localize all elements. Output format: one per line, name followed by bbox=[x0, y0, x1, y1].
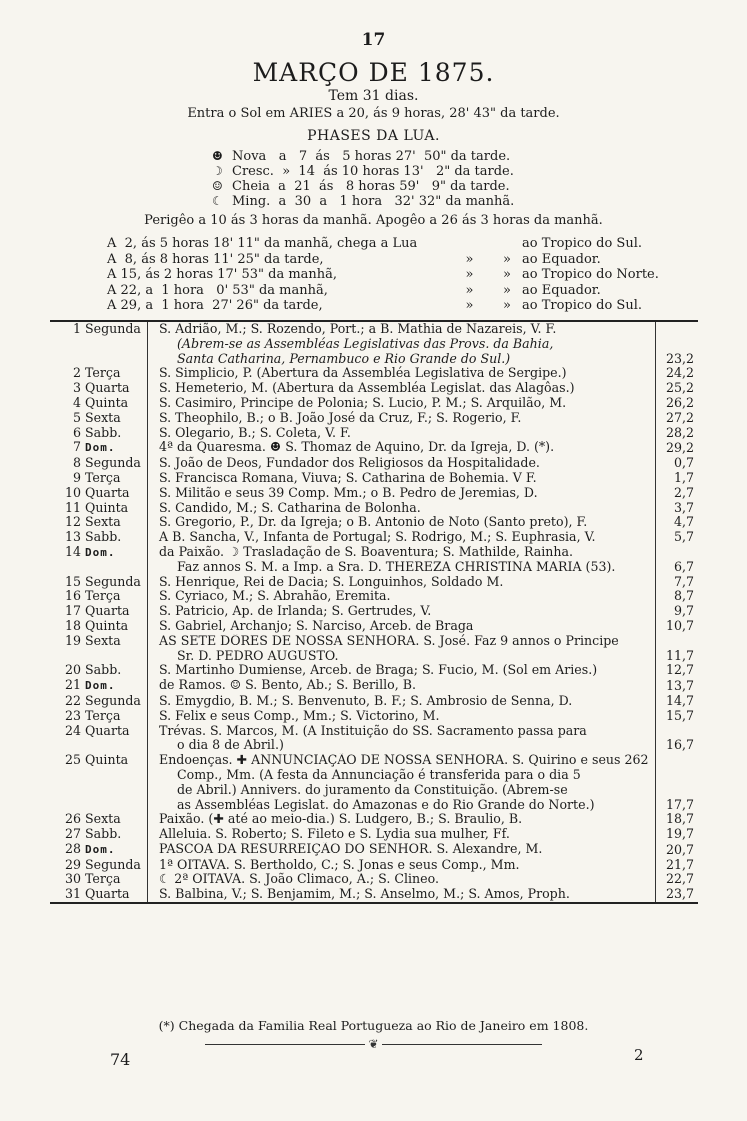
perigee-apogee: Perigêo a 10 ás 3 horas da manhã. Apogêo a 26 ás 3 horas da manhã. bbox=[144, 213, 603, 228]
lunar-event-row bbox=[107, 298, 659, 314]
day-number: 9 bbox=[72, 469, 81, 485]
moon-phases bbox=[212, 149, 514, 209]
calendar-row bbox=[50, 545, 698, 575]
day-cell bbox=[50, 753, 149, 812]
saints-line: Paixão. (✚ até ao meio-dia.) S. Ludgero, B.; S. Braulio, B. bbox=[159, 812, 523, 827]
day-number: 30 bbox=[64, 871, 81, 887]
saints-line: S. Emygdio, B. M.; S. Benvenuto, B. F.; S. Ambrosio de Senna, D. bbox=[159, 693, 573, 708]
moon-age: 6,7 bbox=[673, 558, 694, 574]
day-cell bbox=[50, 501, 149, 516]
saints-line: S. Patricio, Ap. de Irlanda; S. Gertrudes, V. bbox=[159, 604, 432, 619]
lunar-event-a: A 22, a 1 hora 0' 53" da manhã, bbox=[107, 282, 328, 298]
saints-line: S. Cyriaco, M.; S. Abrahão, Eremita. bbox=[159, 589, 391, 604]
ornament-icon: ❦ bbox=[368, 1037, 379, 1051]
moon-age: 19,7 bbox=[665, 826, 694, 842]
day-cell bbox=[50, 456, 149, 471]
saints-line: 4ª da Quaresma. ☻ S. Thomaz de Aquino, Dr. da Igreja, D. (*). bbox=[159, 440, 555, 455]
calendar-row bbox=[50, 471, 698, 486]
weekday: Terça bbox=[85, 365, 121, 381]
moon-age: 24,2 bbox=[665, 365, 694, 381]
moon-age: 17,7 bbox=[665, 796, 694, 812]
weekday: Quarta bbox=[85, 380, 130, 396]
day-number: 31 bbox=[64, 886, 81, 902]
moon-age: 18,7 bbox=[665, 811, 694, 827]
saints-cell bbox=[149, 812, 649, 827]
calendar-row bbox=[50, 575, 698, 590]
calendar-row bbox=[50, 887, 698, 902]
weekday: Terça bbox=[85, 871, 121, 887]
saints-line: Comp., Mm. (A festa da Annunciação é transferida para o dia 5 bbox=[177, 766, 581, 782]
weekday: Quinta bbox=[85, 394, 129, 410]
moon-phase-text: Cheia a 21 ás 8 horas 59' 9" da tarde. bbox=[232, 179, 510, 194]
saints-line: S. Balbina, V.; S. Benjamim, M.; S. Anselmo, M.; S. Amos, Proph. bbox=[159, 887, 570, 902]
weekday: Sexta bbox=[85, 811, 121, 827]
saints-line: PASCOA DA RESURREIÇÃO DO SENHOR. S. Alexandre, M. bbox=[159, 841, 543, 856]
moon-age: 23,7 bbox=[665, 886, 694, 902]
moon-phase-row bbox=[212, 194, 514, 209]
saints-line: S. Simplicio, P. (Abertura da Assembléa Legislativa de Sergipe.) bbox=[159, 366, 567, 381]
calendar-row bbox=[50, 530, 698, 545]
day-number: 10 bbox=[64, 484, 81, 500]
lunar-event-q2: » bbox=[503, 282, 511, 298]
day-number: 20 bbox=[64, 662, 81, 678]
saints-line: ☾ 2ª OITAVA. S. João Climaco, A.; S. Clineo. bbox=[159, 872, 439, 887]
day-cell bbox=[50, 322, 149, 366]
day-number: 1 bbox=[72, 321, 81, 336]
moon-age: 15,7 bbox=[665, 707, 694, 723]
calendar-row bbox=[50, 486, 698, 501]
day-cell bbox=[50, 827, 149, 842]
saints-cell bbox=[149, 872, 649, 887]
day-number: 17 bbox=[64, 603, 81, 619]
moon-age: 13,7 bbox=[665, 678, 694, 694]
lunar-event-q2: » bbox=[503, 298, 511, 313]
calendar-row bbox=[50, 396, 698, 411]
weekday: Quarta bbox=[85, 886, 130, 902]
weekday: Terça bbox=[85, 469, 121, 485]
saints-line: (Abrem-se as Assembléas Legislativas das Provs. da Bahia, bbox=[177, 335, 554, 351]
saints-cell bbox=[149, 575, 649, 590]
day-cell bbox=[50, 545, 149, 575]
saints-line: S. Henrique, Rei de Dacia; S. Longuinhos, Soldado M. bbox=[159, 574, 504, 589]
saints-line: Alleluia. S. Roberto; S. Fileto e S. Lydia sua mulher, Ff. bbox=[159, 827, 510, 842]
saints-cell bbox=[149, 486, 649, 501]
calendar-row bbox=[50, 663, 698, 678]
lunar-event-a: A 29, a 1 hora 27' 26" da tarde, bbox=[107, 298, 323, 313]
calendar-rows bbox=[50, 322, 698, 902]
saints-line: S. Adrião, M.; S. Rozendo, Port.; a B. Mathia de Nazareis, V. F. bbox=[159, 322, 557, 336]
moon-age: 1,7 bbox=[673, 469, 694, 485]
moon-age: 5,7 bbox=[673, 529, 694, 545]
saints-line: S. Gregorio, P., Dr. da Igreja; o B. Antonio de Noto (Santo preto), F. bbox=[159, 515, 588, 530]
moon-age: 10,7 bbox=[665, 617, 694, 633]
moon-phase-icon: ☽ bbox=[212, 164, 223, 178]
saints-cell bbox=[149, 827, 649, 842]
moon-age: 0,7 bbox=[673, 455, 694, 471]
lunar-event-row bbox=[107, 252, 659, 268]
day-cell bbox=[50, 381, 149, 396]
signature-number: 74 bbox=[110, 1050, 131, 1069]
lunar-event-q2: » bbox=[503, 267, 511, 282]
saints-line: S. Theophilo, B.; o B. João José da Cruz, F.; S. Rogerio, F. bbox=[159, 410, 522, 425]
day-cell bbox=[50, 887, 149, 902]
saints-cell bbox=[149, 842, 649, 858]
calendar-row bbox=[50, 858, 698, 873]
day-cell bbox=[50, 619, 149, 634]
lunar-event-row bbox=[107, 283, 659, 299]
phases-title: PHASES DA LUA. bbox=[307, 128, 440, 144]
saints-cell bbox=[149, 471, 649, 486]
calendar-row bbox=[50, 589, 698, 604]
weekday: Dom. bbox=[85, 679, 116, 693]
saints-cell bbox=[149, 366, 649, 381]
calendar-row bbox=[50, 456, 698, 471]
day-number: 8 bbox=[72, 455, 81, 471]
calendar-row bbox=[50, 515, 698, 530]
calendar-row bbox=[50, 709, 698, 724]
day-cell bbox=[50, 872, 149, 887]
saints-cell bbox=[149, 694, 649, 709]
weekday: Quarta bbox=[85, 603, 130, 619]
saints-cell bbox=[149, 858, 649, 873]
day-number: 24 bbox=[64, 722, 81, 738]
weekday: Sexta bbox=[85, 409, 121, 425]
moon-age: 11,7 bbox=[665, 647, 694, 663]
moon-phase-icon: ☻ bbox=[212, 149, 223, 163]
moon-age: 2,7 bbox=[673, 484, 694, 500]
saints-cell bbox=[149, 753, 649, 812]
weekday: Sexta bbox=[85, 632, 121, 648]
saints-line: S. Martinho Dumiense, Arceb. de Braga; S. Fucio, M. (Sol em Aries.) bbox=[159, 663, 598, 678]
saints-cell bbox=[149, 619, 649, 634]
lunar-event-q1: » bbox=[465, 282, 474, 298]
calendar-row bbox=[50, 753, 698, 812]
weekday: Dom. bbox=[85, 842, 116, 856]
weekday: Dom. bbox=[85, 441, 116, 455]
moon-age: 21,7 bbox=[665, 856, 694, 872]
lunar-event-q1: » bbox=[465, 251, 474, 267]
saints-line: Faz annos S. M. a Imp. a Sra. D. THEREZA CHRISTINA MARIA (53). bbox=[177, 558, 616, 574]
day-number: 28 bbox=[64, 840, 81, 856]
lunar-event-a: A 2, ás 5 horas 18' 11" da manhã, chega a Lua bbox=[107, 236, 418, 251]
weekday: Quinta bbox=[85, 499, 129, 515]
saints-line: S. Gabriel, Archanjo; S. Narciso, Arceb. de Braga bbox=[159, 618, 474, 633]
day-number: 29 bbox=[64, 856, 81, 872]
weekday: Terça bbox=[85, 588, 121, 604]
day-number: 16 bbox=[64, 588, 81, 604]
day-cell bbox=[50, 709, 149, 724]
lunar-event-b: ao Tropico do Sul. bbox=[522, 236, 642, 251]
moon-age: 26,2 bbox=[665, 394, 694, 410]
ornament-rule bbox=[205, 1044, 365, 1045]
moon-age: 8,7 bbox=[673, 588, 694, 604]
day-number: 27 bbox=[64, 826, 81, 842]
weekday: Sabb. bbox=[85, 662, 122, 678]
moon-phase-icon: ☾ bbox=[212, 194, 223, 208]
weekday: Sabb. bbox=[85, 424, 122, 440]
calendar-table bbox=[50, 320, 698, 904]
day-number: 14 bbox=[64, 543, 81, 559]
weekday: Segunda bbox=[85, 573, 141, 589]
moon-age: 7,7 bbox=[673, 573, 694, 589]
calendar-row bbox=[50, 426, 698, 441]
saints-line: S. Felix e seus Comp., Mm.; S. Victorino, M. bbox=[159, 708, 440, 723]
saints-cell bbox=[149, 678, 649, 694]
day-cell bbox=[50, 663, 149, 678]
saints-line: da Paixão. ☽ Trasladação de S. Boaventura; S. Mathilde, Rainha. bbox=[159, 544, 573, 559]
moon-phase-row bbox=[212, 179, 514, 194]
weekday: Quarta bbox=[85, 722, 130, 738]
saints-line: Endoenças. ✚ ANNUNCIAÇÃO DE NOSSA SENHORA. S. Quirino e seus 262 bbox=[159, 753, 649, 768]
calendar-row bbox=[50, 440, 698, 456]
moon-age: 29,2 bbox=[665, 440, 694, 456]
saints-cell bbox=[149, 724, 649, 754]
day-cell bbox=[50, 486, 149, 501]
day-cell bbox=[50, 530, 149, 545]
lunar-events bbox=[107, 236, 659, 314]
saints-cell bbox=[149, 440, 649, 456]
saints-cell bbox=[149, 396, 649, 411]
saints-cell bbox=[149, 501, 649, 516]
moon-age: 12,7 bbox=[665, 662, 694, 678]
lunar-event-row bbox=[107, 267, 659, 283]
calendar-row bbox=[50, 872, 698, 887]
day-number: 3 bbox=[72, 380, 81, 396]
moon-phase-row bbox=[212, 164, 514, 179]
saints-line: AS SETE DÔRES DE NOSSA SENHORA. S. José. Faz 9 annos o Principe bbox=[159, 633, 619, 648]
day-cell bbox=[50, 694, 149, 709]
weekday: Sexta bbox=[85, 514, 121, 530]
saints-line: Sr. D. PEDRO AUGUSTO. bbox=[177, 647, 339, 663]
saints-cell bbox=[149, 634, 649, 664]
day-cell bbox=[50, 678, 149, 694]
lunar-event-row bbox=[107, 236, 659, 252]
moon-phase-icon: ☺ bbox=[212, 179, 223, 193]
day-cell bbox=[50, 842, 149, 858]
saints-cell bbox=[149, 411, 649, 426]
page-title: MARÇO DE 1875. bbox=[252, 58, 495, 87]
calendar-row bbox=[50, 411, 698, 426]
calendar-row bbox=[50, 322, 698, 366]
day-cell bbox=[50, 440, 149, 456]
footnote: (*) Chegada da Familia Real Portugueza ao Rio de Janeiro em 1808. bbox=[158, 1018, 589, 1033]
weekday: Sabb. bbox=[85, 826, 122, 842]
saints-line: S. Militão e seus 39 Comp. Mm.; o B. Pedro de Jeremias, D. bbox=[159, 485, 538, 500]
day-cell bbox=[50, 858, 149, 873]
moon-phase-row bbox=[212, 149, 514, 164]
day-cell bbox=[50, 604, 149, 619]
calendar-row bbox=[50, 634, 698, 664]
sun-entry: Entra o Sol em ARIES a 20, ás 9 horas, 28' 43" da tarde. bbox=[187, 106, 560, 121]
day-number: 4 bbox=[72, 394, 81, 410]
saints-cell bbox=[149, 426, 649, 441]
day-number: 2 bbox=[72, 365, 81, 381]
moon-age: 16,7 bbox=[665, 737, 694, 753]
calendar-row bbox=[50, 604, 698, 619]
calendar-row bbox=[50, 827, 698, 842]
lunar-event-q2: » bbox=[503, 251, 511, 267]
saints-cell bbox=[149, 709, 649, 724]
saints-line: 1ª OITAVA. S. Bertholdo, C.; S. Jonas e seus Comp., Mm. bbox=[159, 857, 520, 872]
day-cell bbox=[50, 471, 149, 486]
ornament-rule bbox=[382, 1044, 542, 1045]
weekday: Segunda bbox=[85, 455, 141, 471]
saints-cell bbox=[149, 545, 649, 575]
lunar-event-a: A 15, ás 2 horas 17' 53" da manhã, bbox=[107, 267, 338, 282]
moon-phase-text: Ming. a 30 a 1 hora 32' 32" da manhã. bbox=[232, 194, 515, 209]
saints-line: S. Olegario, B.; S. Coleta, V. F. bbox=[159, 425, 351, 440]
saints-cell bbox=[149, 887, 649, 902]
saints-line: S. Casimiro, Principe de Polonia; S. Lucio, P. M.; S. Arquilão, M. bbox=[159, 395, 567, 410]
day-number: 21 bbox=[64, 677, 81, 693]
moon-age: 28,2 bbox=[665, 424, 694, 440]
saints-line: as Assembléas Legislat. do Amazonas e do Rio Grande do Norte.) bbox=[177, 796, 595, 812]
moon-age: 9,7 bbox=[673, 603, 694, 619]
sheet-number: 2 bbox=[634, 1046, 644, 1064]
day-cell bbox=[50, 812, 149, 827]
day-cell bbox=[50, 589, 149, 604]
weekday: Quinta bbox=[85, 752, 129, 768]
day-number: 6 bbox=[72, 424, 81, 440]
weekday: Segunda bbox=[85, 321, 141, 336]
lunar-event-b: ao Equador. bbox=[522, 251, 601, 267]
day-number: 22 bbox=[64, 692, 81, 708]
saints-cell bbox=[149, 663, 649, 678]
day-cell bbox=[50, 575, 149, 590]
weekday: Segunda bbox=[85, 692, 141, 708]
moon-age: 22,7 bbox=[665, 871, 694, 887]
calendar-row bbox=[50, 366, 698, 381]
weekday: Quarta bbox=[85, 484, 130, 500]
saints-line: o dia 8 de Abril.) bbox=[177, 737, 284, 753]
calendar-row bbox=[50, 694, 698, 709]
weekday: Terça bbox=[85, 707, 121, 723]
saints-line: A B. Sancha, V., Infanta de Portugal; S. Rodrigo, M.; S. Euphrasia, V. bbox=[159, 530, 596, 545]
weekday: Sabb. bbox=[85, 529, 122, 545]
day-cell bbox=[50, 396, 149, 411]
saints-line: Santa Catharina, Pernambuco e Rio Grande do Sul.) bbox=[177, 350, 511, 366]
lunar-event-q1: » bbox=[465, 298, 474, 313]
day-cell bbox=[50, 515, 149, 530]
saints-line: S. Hemeterio, M. (Abertura da Assembléa Legislat. das Alagôas.) bbox=[159, 381, 575, 396]
moon-age: 3,7 bbox=[673, 499, 694, 515]
lunar-event-q1: » bbox=[465, 267, 474, 282]
lunar-event-a: A 8, ás 8 horas 11' 25" da tarde, bbox=[107, 251, 324, 267]
moon-phase-text: Nova a 7 ás 5 horas 27' 50" da tarde. bbox=[232, 149, 511, 164]
saints-cell bbox=[149, 381, 649, 396]
day-cell bbox=[50, 634, 149, 664]
day-number: 5 bbox=[72, 409, 81, 425]
calendar-row bbox=[50, 678, 698, 694]
saints-cell bbox=[149, 456, 649, 471]
day-number: 26 bbox=[64, 811, 81, 827]
calendar-row bbox=[50, 724, 698, 754]
lunar-event-b: ao Tropico do Sul. bbox=[522, 298, 642, 313]
day-cell bbox=[50, 426, 149, 441]
weekday: Dom. bbox=[85, 545, 116, 559]
saints-line: S. Candido, M.; S. Catharina de Bolonha. bbox=[159, 500, 421, 515]
moon-age: 25,2 bbox=[665, 380, 694, 396]
calendar-row bbox=[50, 501, 698, 516]
saints-cell bbox=[149, 530, 649, 545]
saints-cell bbox=[149, 604, 649, 619]
day-cell bbox=[50, 724, 149, 754]
moon-age: 20,7 bbox=[665, 841, 694, 857]
day-number: 12 bbox=[64, 514, 81, 530]
moon-phase-text: Cresc. » 14 ás 10 horas 13' 2" da tarde. bbox=[232, 164, 514, 179]
days-count: Tem 31 dias. bbox=[328, 88, 419, 104]
day-number: 25 bbox=[64, 752, 81, 768]
weekday: Segunda bbox=[85, 856, 141, 872]
saints-line: de Ramos. ☺ S. Bento, Ab.; S. Berillo, B. bbox=[159, 678, 416, 693]
moon-age: 14,7 bbox=[665, 692, 694, 708]
calendar-row bbox=[50, 619, 698, 634]
calendar-row bbox=[50, 842, 698, 858]
day-cell bbox=[50, 366, 149, 381]
moon-age: 27,2 bbox=[665, 409, 694, 425]
saints-line: Trévas. S. Marcos, M. (A Instituição do SS. Sacramento passa para bbox=[159, 723, 587, 738]
day-number: 23 bbox=[64, 707, 81, 723]
day-number: 11 bbox=[64, 499, 81, 515]
day-number: 15 bbox=[64, 573, 81, 589]
page-number: 17 bbox=[361, 30, 386, 50]
day-number: 13 bbox=[64, 529, 81, 545]
saints-line: S. João de Deos, Fundador dos Religiosos da Hospitalidade. bbox=[159, 456, 540, 471]
saints-cell bbox=[149, 322, 649, 366]
weekday: Quinta bbox=[85, 617, 129, 633]
moon-age: 23,2 bbox=[665, 350, 694, 366]
day-number: 7 bbox=[72, 439, 81, 455]
saints-cell bbox=[149, 589, 649, 604]
day-number: 19 bbox=[64, 632, 81, 648]
moon-age: 4,7 bbox=[673, 514, 694, 530]
saints-line: S. Francisca Romana, Viuva; S. Catharina de Bohemia. V F. bbox=[159, 470, 537, 485]
day-cell bbox=[50, 411, 149, 426]
calendar-row bbox=[50, 812, 698, 827]
lunar-event-b: ao Tropico do Norte. bbox=[522, 267, 659, 282]
saints-line: de Abril.) Annivers. do juramento da Constituição. (Abrem-se bbox=[177, 781, 568, 797]
lunar-event-b: ao Equador. bbox=[522, 282, 601, 298]
saints-cell bbox=[149, 515, 649, 530]
calendar-row bbox=[50, 381, 698, 396]
day-number: 18 bbox=[64, 617, 81, 633]
